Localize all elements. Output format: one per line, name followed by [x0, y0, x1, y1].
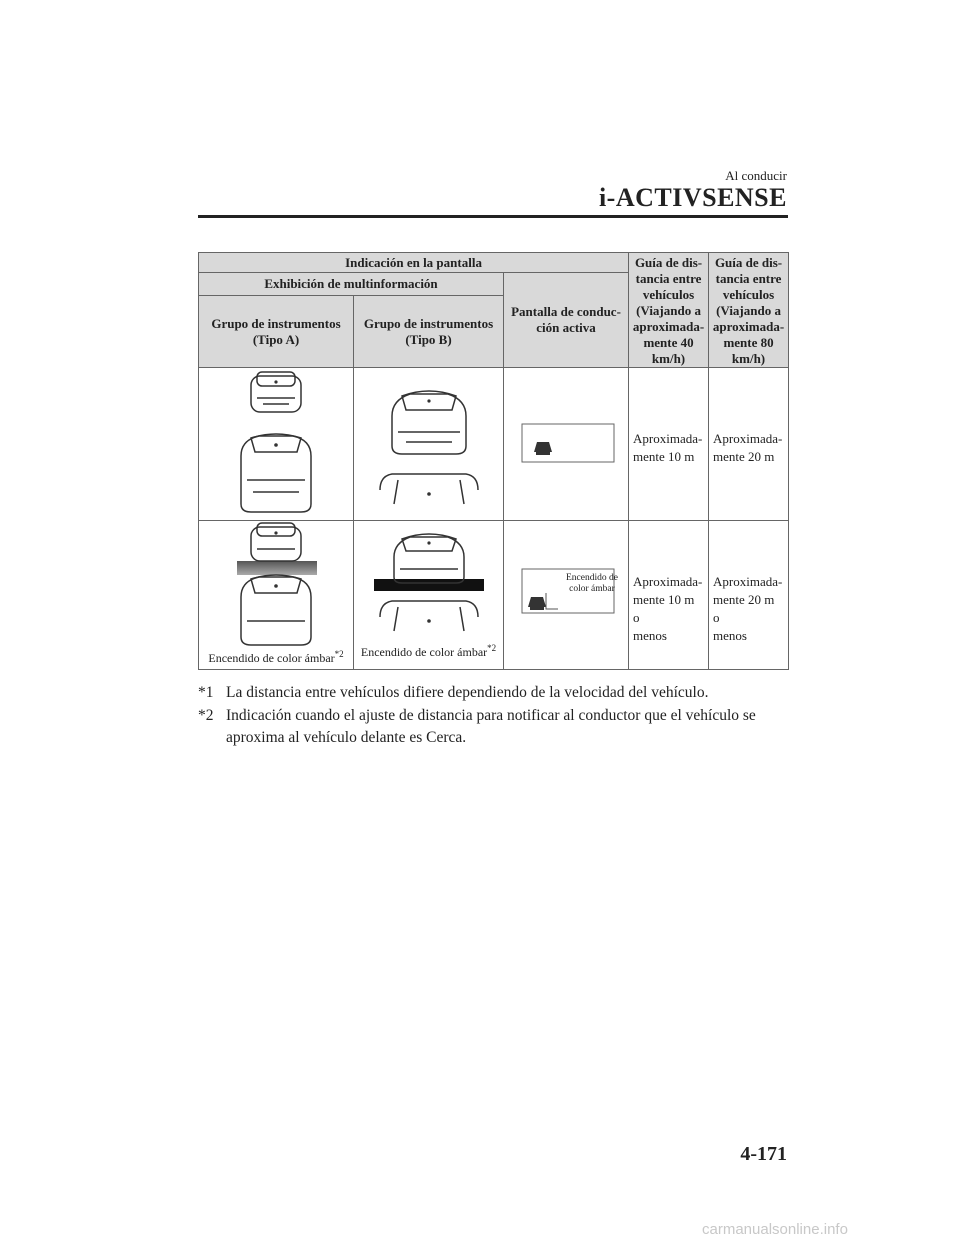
- row2-distance-40: Aproximada- mente 10 m o menos: [629, 521, 709, 670]
- row1-active-display: [504, 368, 629, 521]
- car-rear-amber-icon: [199, 521, 354, 649]
- header-guia-80: Guía de dis- tancia entre vehículos (Viajando a aproximada- mente 80 km/h): [709, 253, 789, 368]
- footnote-2: *2 Indicación cuando el ajuste de distancia para notificar al conductor que el vehículo se aproxima al vehículo delante es Cerca.: [198, 707, 756, 746]
- header-exhibicion: Exhibición de multinformación: [199, 273, 504, 296]
- car-rear-illustration-icon: [199, 368, 354, 520]
- page-title: i-ACTIVSENSE: [598, 183, 787, 212]
- car-rear-amber-icon: [354, 521, 504, 641]
- row2-type-b-image: [354, 521, 504, 670]
- header-rule: [198, 215, 788, 218]
- amber-indicator-label: Encendido de color ámbar: [566, 573, 618, 594]
- page-number: 4-171: [740, 1143, 787, 1165]
- row2-active-display: [504, 521, 629, 670]
- active-driving-display-icon: [504, 521, 629, 669]
- watermark: carmanualsonline.info: [702, 1221, 848, 1238]
- footnote-1: *1 La distancia entre vehículos difiere dependiendo de la velocidad del vehículo.: [198, 684, 709, 701]
- header-guia-40: Guía de dis- tancia entre vehículos (Viajando a aproximada- mente 40 km/h): [629, 253, 709, 368]
- car-rear-illustration-icon: [354, 368, 504, 520]
- header-grupo-a: Grupo de instrumentos (Tipo A): [199, 296, 354, 368]
- row2-type-a-image: [199, 521, 354, 670]
- row2-type-b-caption: Encendido de color ámbar$^{*2}$: [360, 643, 497, 659]
- row1-type-b-image: [354, 368, 504, 521]
- row1-type-a-image: [199, 368, 354, 521]
- row2-distance-80: Aproximada- mente 20 m o menos: [709, 521, 789, 670]
- distance-indication-table: [198, 252, 789, 670]
- row1-distance-80: Aproximada- mente 20 m: [709, 368, 789, 521]
- row1-distance-40: Aproximada- mente 10 m: [629, 368, 709, 521]
- header-indicacion: Indicación en la pantalla: [199, 253, 629, 273]
- header-pantalla: Pantalla de conduc- ción activa: [504, 273, 629, 368]
- active-driving-display-icon: [504, 368, 629, 520]
- header-grupo-b: Grupo de instrumentos (Tipo B): [354, 296, 504, 368]
- section-label: Al conducir: [725, 168, 787, 183]
- row2-type-a-caption: Encendido de color ámbar$^{*2}$: [208, 649, 344, 665]
